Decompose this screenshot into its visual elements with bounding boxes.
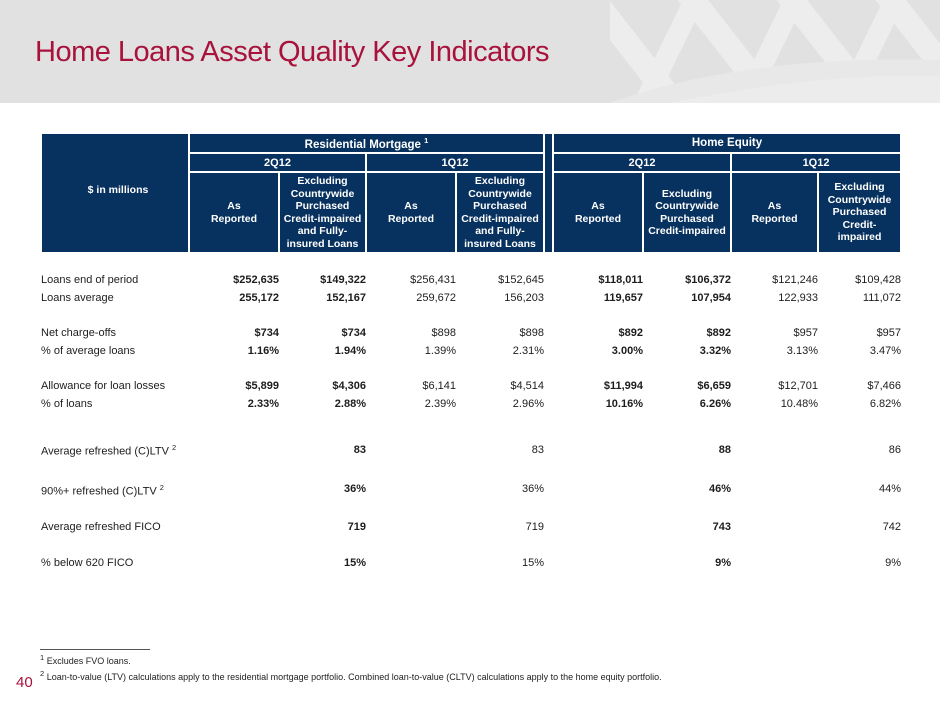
value-cell: 36%	[521, 483, 544, 496]
title-band	[0, 0, 940, 103]
table-row	[41, 289, 901, 307]
value-cell: 1.94%	[334, 345, 366, 357]
group-label: Home Equity	[691, 137, 763, 149]
column-gap	[544, 324, 553, 342]
row-label: % of loans	[41, 398, 93, 410]
value-cell: 15%	[343, 557, 366, 570]
value-cell: $5,899	[245, 380, 279, 392]
column-gap	[544, 518, 553, 536]
row-label: Net charge-offs	[41, 327, 117, 339]
value-cell: $121,246	[772, 274, 818, 286]
stub-header: $ in millions	[41, 133, 189, 253]
subheader-excluding: Excluding Countrywide Purchased Credit-impaired	[643, 172, 731, 253]
table-row	[41, 439, 901, 461]
group-header-residential-mortgage	[189, 133, 544, 153]
table-header	[41, 133, 901, 253]
value-cell	[731, 479, 818, 501]
value-cell: $957	[793, 327, 818, 339]
page-number: 40	[16, 674, 33, 691]
column-gap	[544, 289, 553, 307]
value-cell	[189, 554, 279, 572]
value-cell	[731, 439, 818, 461]
table-row	[41, 271, 901, 289]
footnote-1: $^1$ Excludes FVO loans.	[40, 653, 131, 666]
row-footnote-ref: 2	[172, 443, 177, 452]
value-cell	[189, 518, 279, 536]
value-cell	[189, 439, 279, 461]
spacer-row	[41, 500, 901, 518]
asset-quality-table	[40, 132, 902, 572]
quarter-header: 1Q12	[731, 153, 901, 172]
row-label: % of average loans	[41, 345, 136, 357]
footnote-divider	[40, 649, 150, 650]
value-cell: 2.96%	[512, 398, 544, 410]
value-cell: $892	[618, 327, 643, 339]
value-cell: $4,306	[332, 380, 366, 392]
value-cell: 9%	[885, 557, 902, 570]
value-cell: $252,635	[233, 274, 279, 286]
flag-pattern-icon	[610, 0, 940, 103]
value-cell: 6.82%	[869, 398, 902, 410]
group-gap	[544, 133, 553, 253]
column-gap	[544, 342, 553, 360]
table-row	[41, 342, 901, 360]
row-label: Allowance for loan losses	[41, 380, 166, 392]
subheader-as-reported: As Reported	[553, 172, 643, 253]
value-cell: $7,466	[867, 380, 902, 392]
value-cell: 2.88%	[334, 398, 366, 410]
value-cell: $957	[876, 327, 902, 339]
value-cell	[553, 439, 643, 461]
value-cell: 3.47%	[869, 345, 902, 357]
row-label: Loans average	[41, 292, 114, 304]
subheader-as-reported: As Reported	[366, 172, 456, 253]
value-cell	[553, 479, 643, 501]
spacer-row	[41, 307, 901, 324]
subheader-as-reported: As Reported	[731, 172, 818, 253]
table-row	[41, 554, 901, 572]
row-label: Loans end of period	[41, 274, 139, 286]
group-footnote-ref: 1	[424, 135, 429, 145]
value-cell: $898	[431, 327, 456, 339]
value-cell	[189, 479, 279, 501]
value-cell: 119,657	[603, 292, 643, 304]
spacer-row	[41, 360, 901, 377]
value-cell: 259,672	[416, 292, 456, 304]
table-row	[41, 377, 901, 395]
spacer-row	[41, 253, 901, 271]
table-row	[41, 395, 901, 413]
quarter-header: 2Q12	[189, 153, 366, 172]
row-footnote-ref: 2	[159, 482, 164, 492]
spacer-row	[41, 413, 901, 439]
value-cell: 152,167	[326, 292, 366, 304]
value-cell	[366, 439, 456, 461]
value-cell	[366, 554, 456, 572]
column-gap	[544, 271, 553, 289]
value-cell: 3.00%	[611, 345, 643, 357]
quarter-header: 1Q12	[366, 153, 544, 172]
value-cell: 719	[347, 521, 366, 534]
value-cell: 88	[718, 443, 731, 456]
value-cell: 46%	[708, 483, 731, 496]
table-row	[41, 324, 901, 342]
value-cell: 107,954	[691, 292, 731, 304]
value-cell: 6.26%	[699, 398, 731, 410]
value-cell: $256,431	[410, 274, 456, 286]
value-cell: 2.31%	[512, 345, 544, 357]
value-cell: 44%	[879, 483, 902, 496]
value-cell: 719	[525, 521, 544, 534]
value-cell: $109,428	[855, 274, 902, 286]
quarter-header: 2Q12	[553, 153, 731, 172]
slide-title: Home Loans Asset Quality Key Indicators	[35, 36, 550, 68]
value-cell: 3.32%	[699, 345, 731, 357]
footnotes	[40, 649, 870, 683]
value-cell: 1.16%	[247, 345, 279, 357]
spacer-row	[41, 461, 901, 479]
row-label: % below 620 FICO	[41, 557, 134, 570]
value-cell	[731, 518, 818, 536]
value-cell: 122,933	[778, 292, 818, 304]
value-cell: 10.16%	[605, 398, 643, 410]
value-cell: 9%	[715, 557, 731, 570]
value-cell: 111,072	[862, 292, 902, 304]
value-cell: $734	[341, 327, 366, 339]
value-cell: $4,514	[510, 380, 544, 392]
value-cell: 1.39%	[424, 345, 456, 357]
value-cell: $734	[254, 327, 279, 339]
value-cell	[731, 554, 818, 572]
value-cell: 83	[531, 443, 544, 456]
value-cell: 255,172	[239, 292, 279, 304]
value-cell: $898	[519, 327, 544, 339]
column-gap	[544, 439, 553, 461]
group-label: Residential Mortgage	[304, 138, 421, 151]
value-cell: $152,645	[498, 274, 544, 286]
value-cell: 2.33%	[247, 398, 279, 410]
row-label: Average refreshed FICO	[41, 521, 161, 534]
value-cell: $6,141	[422, 380, 456, 392]
value-cell: $149,322	[320, 274, 366, 286]
value-cell: 15%	[521, 557, 544, 570]
value-cell: 83	[353, 443, 366, 456]
group-header-home-equity	[553, 133, 901, 153]
value-cell: $118,011	[598, 274, 643, 286]
table-row	[41, 479, 901, 501]
subheader-excluding: Excluding Countrywide Purchased Credit-impaired and Fully-insured Loans	[279, 172, 366, 253]
column-gap	[544, 554, 553, 572]
value-cell	[366, 479, 456, 501]
value-cell: $892	[706, 327, 731, 339]
value-cell: $11,994	[603, 380, 643, 392]
subheader-as-reported: As Reported	[189, 172, 279, 253]
value-cell: 743	[712, 521, 731, 534]
column-gap	[544, 479, 553, 501]
table-body	[41, 253, 901, 572]
value-cell	[553, 554, 643, 572]
value-cell: $6,659	[697, 380, 731, 392]
value-cell: $12,701	[778, 380, 818, 392]
value-cell: 2.39%	[424, 398, 456, 410]
row-label: Average refreshed (C)LTV $^2$	[41, 443, 177, 458]
row-label: 90%+ refreshed (C)LTV $^2$	[41, 482, 164, 498]
value-cell: 3.13%	[786, 345, 818, 357]
subheader-excluding: Excluding Countrywide Purchased Credit-impaired and Fully-insured Loans	[456, 172, 544, 253]
value-cell: 742	[882, 521, 902, 534]
subheader-excluding: Excluding Countrywide Purchased Credit-impaired	[818, 172, 901, 253]
value-cell: 156,203	[504, 292, 544, 304]
value-cell: 10.48%	[780, 398, 818, 410]
value-cell: 86	[888, 443, 902, 456]
column-gap	[544, 377, 553, 395]
spacer-row	[41, 536, 901, 554]
value-cell: 36%	[343, 483, 366, 496]
column-gap	[544, 395, 553, 413]
footnote-2: $^2$ Loan-to-value (LTV) calculations apply to the residential mortgage portfolio. Combined loan-to-value (CLTV) calculations apply to the home equity portfolio.	[40, 668, 662, 682]
value-cell	[553, 518, 643, 536]
table-row	[41, 518, 901, 536]
value-cell: $106,372	[685, 274, 731, 286]
value-cell	[366, 518, 456, 536]
